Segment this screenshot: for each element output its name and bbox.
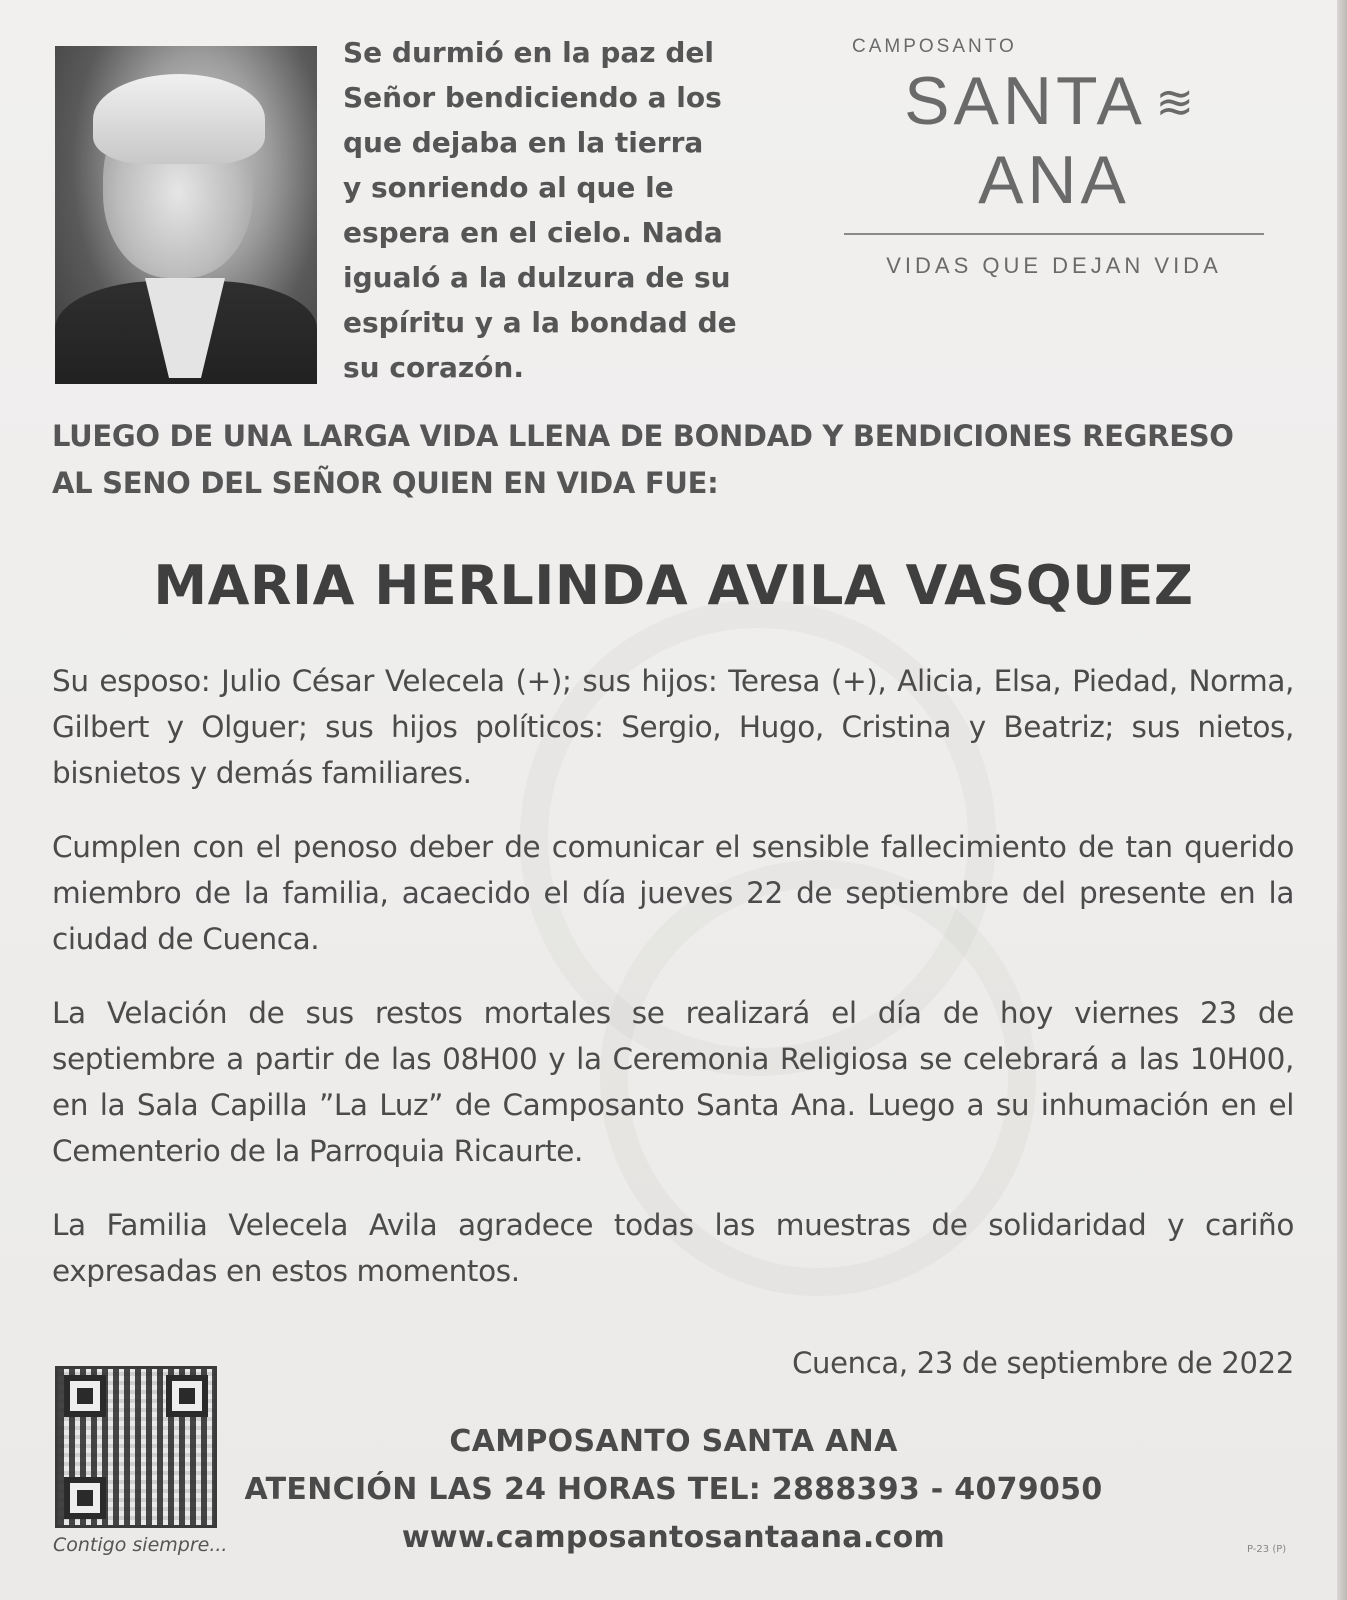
footer-contact [0, 1418, 1347, 1562]
logo-word-left: SANTA [904, 63, 1146, 139]
footer-website: www.camposantosantaana.com [401, 1520, 946, 1555]
deceased-name: MARIA HERLINDA AVILA VASQUEZ [153, 554, 1194, 617]
announcement-paragraph: Cumplen con el penoso deber de comunicar el sensible fallecimiento de tan querido miembro de la familia, acaecido el día jueves 22 de septiembre del presente en la ciudad de Cuenca. [52, 830, 1294, 956]
footer-phone: ATENCIÓN LAS 24 HORAS TEL: 2888393 - 4079050 [244, 1472, 1103, 1507]
flame-icon: ≋ [1155, 76, 1195, 128]
logo-divider [844, 233, 1264, 235]
deceased-photo [55, 46, 317, 384]
logo-word-right: ANA [978, 142, 1130, 218]
family-paragraph: Su esposo: Julio César Velecela (+); sus hijos: Teresa (+), Alicia, Elsa, Piedad, Norma, Gilbert y Olguer; sus hijos políticos: Sergio, Hugo, Cristina y Beatriz; sus nietos, bisnietos y demás familiares. [52, 664, 1294, 790]
thanks-paragraph: La Familia Velecela Avila agradece todas las muestras de solidaridad y cariño expresadas en estos momentos. [52, 1208, 1294, 1288]
logo-wordmark [838, 62, 1270, 219]
print-code: P-23 (P) [1247, 1544, 1287, 1555]
footer-company: CAMPOSANTO SANTA ANA [449, 1424, 898, 1459]
memorial-quote: Se durmió en la paz del Señor bendiciendo a los que dejaba en la tierra y sonriendo al que le espera en el cielo. Nada igualó a la dulzura de su espíritu y a la bondad de su corazón. [343, 36, 737, 384]
slogan-text: Contigo siempre... [53, 1534, 228, 1556]
publication-date: Cuenca, 23 de septiembre de 2022 [792, 1346, 1294, 1380]
camposanto-logo [838, 36, 1270, 279]
intro-text: LUEGO DE UNA LARGA VIDA LLENA DE BONDAD Y BENDICIONES REGRESO AL SENO DEL SEÑOR QUIEN EN VIDA FUE: [52, 419, 1234, 500]
logo-tagline: VIDAS QUE DEJAN VIDA [886, 253, 1222, 278]
logo-small-text: CAMPOSANTO [852, 36, 1017, 57]
ceremony-paragraph: La Velación de sus restos mortales se realizará el día de hoy viernes 23 de septiembre a partir de las 08H00 y la Ceremonia Religiosa se celebrará a las 10H00, en la Sala Capilla ”La Luz” de Camposanto Santa Ana. Luego a su inhumación en el Cementerio de la Parroquia Ricaurte. [52, 996, 1294, 1168]
page-edge [1337, 0, 1347, 1600]
